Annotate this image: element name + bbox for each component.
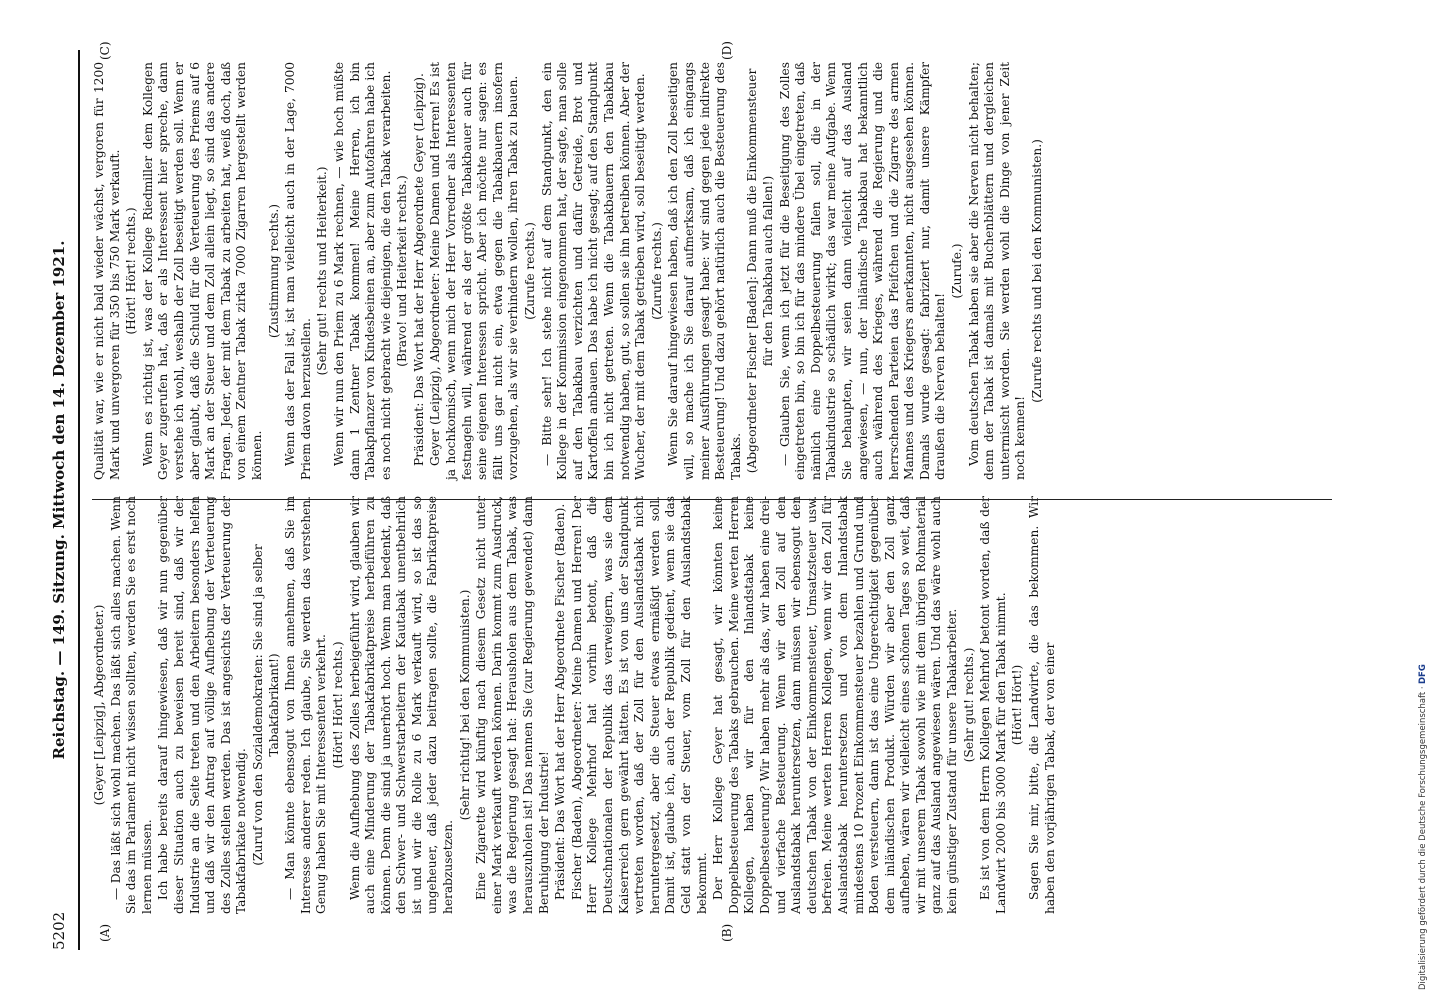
- paragraph: Geyer (Leipzig), Abgeordneter: Meine Damen und Herren! Es ist ja hochkomisch, wenn mich der Herr Vorredner als Interessenten festnageln will, während er als der größte Tabakbauer auch für seine eigenen Interessen spricht. Aber ich möchte nur sagen: es fällt uns gar nicht ein, etwa gegen die Tabakbauern insofern vorzugehen, als wir sie verhindern wollen, ihren Tabak zu bauen.: [428, 62, 521, 480]
- paragraph: — Bitte sehr! Ich stehe nicht auf dem Standpunkt, den ein Kollege in der Kommission eingenommen hat, der sagte, man solle auf den Tabakbau verzichten und dafür Getreide, Brot und Kartoffeln anbauen. Das habe ich nicht gesagt; auf den Standpunkt bin ich nicht getreten. Wenn die Tabakbauern den Tabakbau notwendig haben, gut, so sollen sie ihn betreiben können. Aber der Wucher, der mit dem Tabak getrieben wird, soll beseitigt werden.: [539, 62, 648, 480]
- paragraph: — Das läßt sich wohl machen. Das läßt sich alles machen. Wenn Sie das im Parlament nicht wissen sollten, werden Sie es erst noch lernen müssen.: [108, 496, 154, 914]
- margin-marker-b: (B): [720, 923, 734, 942]
- margin-marker-c: (C): [98, 41, 112, 60]
- paragraph: Sagen Sie mir, bitte, die Landwirte, die das bekommen. Wir haben den vorjährigen Tabak, der von einer: [1027, 496, 1057, 914]
- margin-marker-a: (A): [98, 923, 112, 942]
- paragraph: Vom deutschen Tabak haben sie aber die Nerven nicht behalten; denn der Tabak ist damals mit Buchenblättern und dergleichen untermischt worden. Sie werden wohl die Dinge von jener Zeit noch kennen!: [966, 62, 1028, 480]
- header-rule: [78, 50, 80, 950]
- paragraph: (Sehr richtig! bei den Kommunisten.): [457, 589, 472, 821]
- paragraph: — Man könnte ebensogut von Ihnen annehmen, daß Sie im Interesse anderer reden. Ich glaube, Sie werden das verstehen. Genug haben Sie mit Interessenten verkehrt.: [283, 496, 329, 914]
- paragraph: Fischer (Baden), Abgeordneter: Meine Damen und Herren! Der Herr Kollege Mehrhof hat vorhin betont, daß die Deutschnationalen der Republik das verweigern, was sie dem Kaiserreich gern gewährt hätten. Es ist von uns der Standpunkt vertreten worden, daß der Zoll für den Auslandstabak nicht heruntergesetzt, aber die Steuer etwas ermäßigt werden soll. Damit ist, glaube ich, auch der Republik gedient, wenn sie das Geld statt von der Steuer, vom Zoll für den Auslandstabak bekommt.: [569, 496, 709, 914]
- header-title: Reichstag. — 149. Sitzung. Mittwoch den 14. Dezember 1921.: [50, 240, 68, 760]
- paragraph: (Zurufe rechts und bei den Kommunisten.): [1030, 139, 1045, 403]
- paragraph: (Bravo! und Heiterkeit rechts.): [395, 175, 410, 367]
- paragraph: (Sehr gut! rechts.): [961, 647, 976, 763]
- paragraph: Präsident: Das Wort hat der Herr Abgeordnete Geyer (Leipzig).: [411, 73, 426, 466]
- paragraph: Wenn das der Fall ist, ist man vielleicht auch in der Lage, 7000 Priem davon herzustellen.: [283, 62, 313, 480]
- dfg-logo: DFG: [1418, 663, 1428, 684]
- margin-marker-d: (D): [720, 41, 734, 60]
- paragraph: (Abgeordneter Fischer [Baden]: Dann muß die Einkommensteuer für den Tabakbau auch fallen!): [745, 68, 775, 474]
- left-column: [92, 496, 1059, 914]
- paragraph: (Zurufe rechts.): [649, 222, 664, 320]
- paragraph: Wenn wir nun den Priem zu 6 Mark rechnen, — wie hoch müßte dann 1 Zentner Tabak kommen! Meine Herren, ich bin Tabakpflanzer von Kindesbeinen an, aber zum Autofahren habe ich es noch nicht gebracht wie diejenigen, die den Tabak verarbeiten.: [331, 62, 393, 480]
- paragraph: Wenn Sie darauf hingewiesen haben, daß ich den Zoll beseitigen will, so mache ich Sie darauf aufmerksam, daß ich eingangs meiner Ausführungen gesagt habe: wir sind gegen jede indirekte Besteuerung! Und dazu gehört natürlich auch die Besteuerung des Tabaks.: [666, 62, 743, 480]
- paragraph: (Hört! Hört!): [1010, 664, 1025, 746]
- paragraph: (Zuruf von den Sozialdemokraten: Sie sind ja selber Tabakfabrikant!): [250, 544, 281, 866]
- paragraph: (Zurufe.): [950, 243, 965, 299]
- paragraph: (Sehr gut! rechts und Heiterkeit.): [315, 166, 330, 376]
- running-header: [48, 50, 74, 950]
- paragraph: (Zustimmung rechts.): [266, 203, 281, 339]
- digitization-credit: Digitalisierung gefördert durch die Deutsche Forschungsgemeinschaft · DFG: [1418, 663, 1428, 990]
- paragraph: Präsident: Das Wort hat der Herr Abgeordnete Fischer (Baden).: [553, 503, 568, 900]
- credit-text: Digitalisierung gefördert durch die Deutsche Forschungsgemeinschaft: [1418, 691, 1428, 990]
- page-number: 5202: [50, 911, 68, 950]
- paragraph: Es ist von dem Herrn Kollegen Mehrhof betont worden, daß der Landwirt 2000 bis 3000 Mark für den Tabak nimmt.: [978, 496, 1008, 914]
- paragraph: Eine Zigarette wird künftig nach diesem Gesetz nicht unter einer Mark verkauft werden können. Darin kommt zum Ausdruck, was die Regierung gesagt hat: Herausholen aus dem Tabak, was herauszuholen ist! Das nennen Sie (zur Regierung gewendet) dann Beruhigung der Industrie!: [474, 496, 551, 914]
- paragraph: (Hört! Hört! rechts.): [124, 207, 139, 335]
- paragraph: Wenn es richtig ist, was der Kollege Riedmiller dem Kollegen Geyer zugerufen hat, daß er als Interessent hier spreche, dann verstehe ich wohl, weshalb der Zoll beseitigt werden soll. Wenn er aber glaubt, daß die Schuld für die Verteuerung des Priems auf 6 Mark an der Steuer und dem Zoll allein liegt, so sind das andere Fragen. Jeder, der mit dem Tabak zu arbeiten hat, weiß doch, daß von einem Zentner Tabak zirka 7000 Zigarren hergestellt werden können.: [140, 62, 264, 480]
- paragraph: (Zurufe rechts.): [523, 222, 538, 320]
- paragraph: Ich habe bereits darauf hingewiesen, daß wir nun gegenüber dieser Situation auch zu beweisen bereit sind, daß wir der Industrie an die Seite treten und den Arbeitern besonders helfen und daß wir den Antrag auf völlige Aufhebung der Verteuerung des Zolles stellen werden. Das ist angesichts der Verteuerung der Tabakfabrikate notwendig.: [156, 496, 249, 914]
- paragraph: Wenn die Aufhebung des Zolles herbeigeführt wird, glauben wir auch eine Minderung der Tabakfabrikatpreise herbeiführen zu können. Denn die sind ja unerhört hoch. Wenn man bedenkt, daß den Schwer- und Schwerstarbeitern der Kautabak unentbehrlich ist und wir die Rolle zu 6 Mark verkauft wird, so ist das so ungeheuer, daß jeder dazu beitragen sollte, die Fabrikatpreise herabzusetzen.: [347, 496, 456, 914]
- paragraph: Qualität war, wie er nicht bald wieder wächst, vergoren für 1200 Mark und unvergoren für 350 bis 750 Mark verkauft.: [92, 62, 122, 480]
- column-divider: [92, 499, 1332, 500]
- right-column: [92, 62, 1047, 480]
- paragraph: — Glauben Sie, wenn ich jetzt für die Beseitigung des Zolles eingetreten bin, so bin ich für das mindere Übel eingetreten, daß nämlich eine Doppelbesteuerung fallen soll, die in der Tabakindustrie so schädlich wirkt; das war meine Aufgabe. Wenn Sie behaupten, wir seien dann vielleicht auf das Ausland angewiesen, — nun, der inländische Tabakbau hat bekanntlich auch während des Krieges, während die Regierung und die herrschenden Parteien das Pfeifchen und die Zigarre des armen Mannes und des Kriegers anerkannten, nicht ausgesehen können. Damals wurde gesagt: fabriziert nur, damit unsere Kämpfer draußen die Nerven behalten!: [777, 62, 948, 480]
- paragraph: Der Herr Kollege Geyer hat gesagt, wir könnten keine Doppelbesteuerung des Tabaks gebrauchen. Meine werten Herren Kollegen, haben wir für den Inlandstabak keine Doppelbesteuerung? Wir haben mehr als das, wir haben eine drei- und vierfache Besteuerung. Wenn wir den Zoll auf den Auslandstabak heruntersetzen, dann müssen wir ebensogut den deutschen Tabak von der Einkommensteuer, Umsatzsteuer usw. befreien. Meine werten Herren Kollegen, wenn wir den Zoll für Auslandstabak heruntersetzen und von dem Inlandstabak mindestens 10 Prozent Einkommensteuer bezahlen und Grund und Boden versteuern, dann ist das eine Ungerechtigkeit gegenüber dem inländischen Produkt. Würden wir aber den Zoll ganz aufheben, wären wir vielleicht eines schönen Tages so weit, daß wir mit unserem Tabak sowohl wie mit dem übrigen Rohmaterial ganz auf das Ausland angewiesen wären. Und das wäre wohl auch kein günstiger Zustand für unsere Tabakarbeiter.: [711, 496, 960, 914]
- paragraph: (Geyer [Leipzig], Abgeordneter.): [92, 604, 106, 806]
- paragraph: (Hört! Hört! rechts.): [330, 641, 345, 769]
